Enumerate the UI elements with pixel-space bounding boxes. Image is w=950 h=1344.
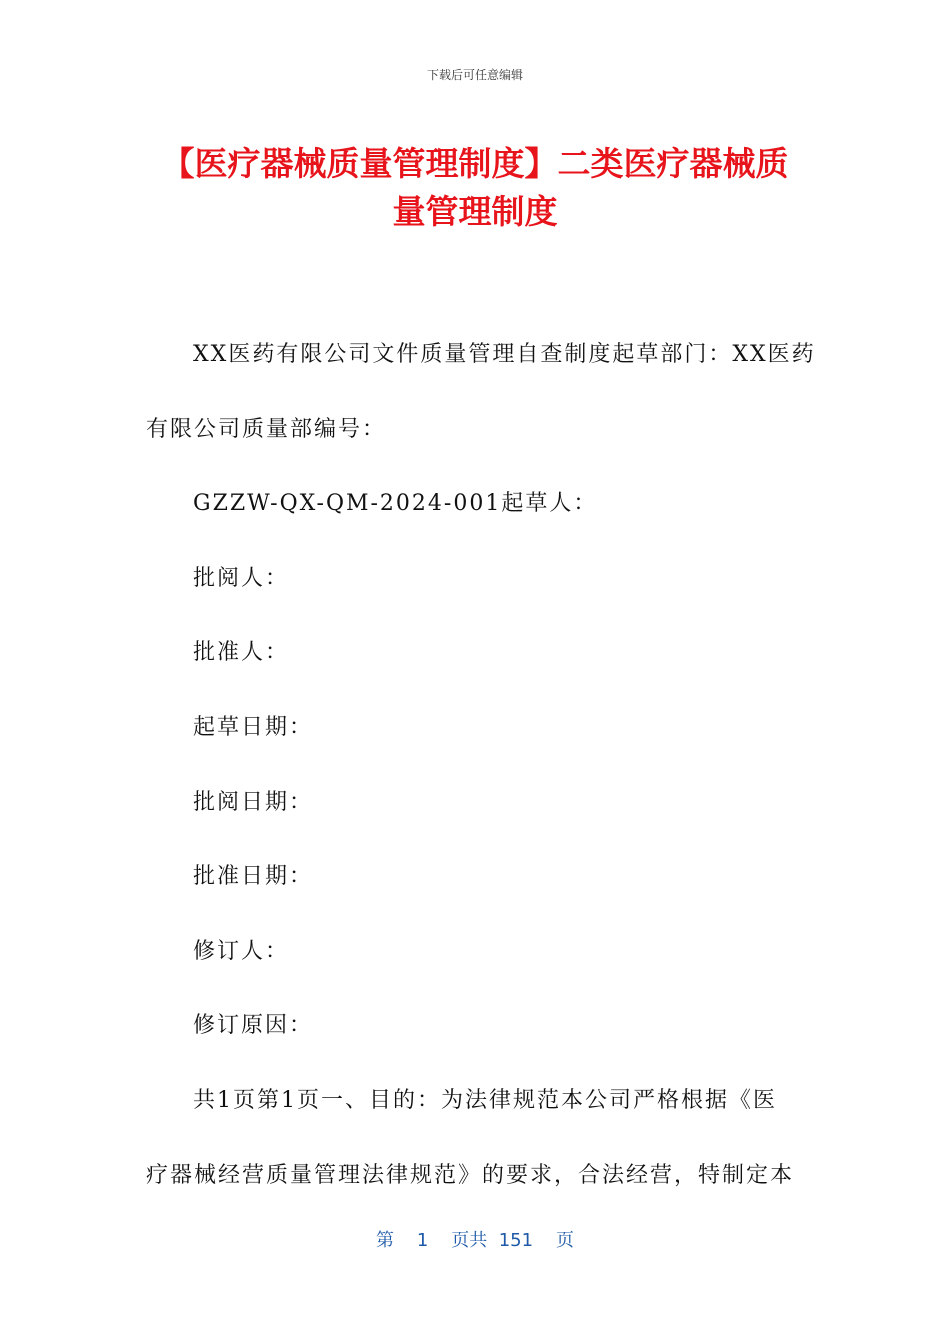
body-line-9: 修订人： — [193, 938, 290, 964]
body-line-8: 批准日期： — [193, 864, 314, 890]
body-line-3: GZZW-QX-QM-2024-001起草人： — [193, 491, 598, 517]
body-line-4: 批阅人： — [193, 565, 290, 591]
footer-page-number: 1 — [416, 1230, 429, 1251]
body-line-12: 疗器械经营质量管理法律规范》的要求，合法经营，特制定本 — [146, 1162, 795, 1188]
footer-middle: 页共 — [451, 1230, 488, 1251]
body-line-5: 批准人： — [193, 640, 290, 666]
body-line-7: 批阅日期： — [193, 789, 314, 815]
document-title-line-1: 【医疗器械质量管理制度】二类医疗器械质 — [161, 144, 789, 183]
body-line-1: XX医药有限公司文件质量管理自查制度起草部门：XX医药 — [193, 342, 816, 367]
page-footer — [0, 1226, 950, 1252]
footer-total-pages: 151 — [498, 1230, 534, 1251]
header-note: 下载后可任意编辑 — [426, 68, 523, 82]
body-line-11: 共1页第1页一、目的：为法律规范本公司严格根据《医 — [193, 1087, 777, 1113]
document-title — [150, 140, 800, 236]
body-line-2: 有限公司质量部编号： — [146, 416, 387, 442]
document-title-line-2: 量管理制度 — [392, 192, 558, 231]
footer-suffix: 页 — [555, 1230, 574, 1251]
document-body — [146, 318, 816, 1213]
body-line-6: 起草日期： — [193, 714, 314, 740]
body-line-10: 修订原因： — [193, 1013, 314, 1039]
footer-prefix: 第 — [376, 1230, 395, 1251]
